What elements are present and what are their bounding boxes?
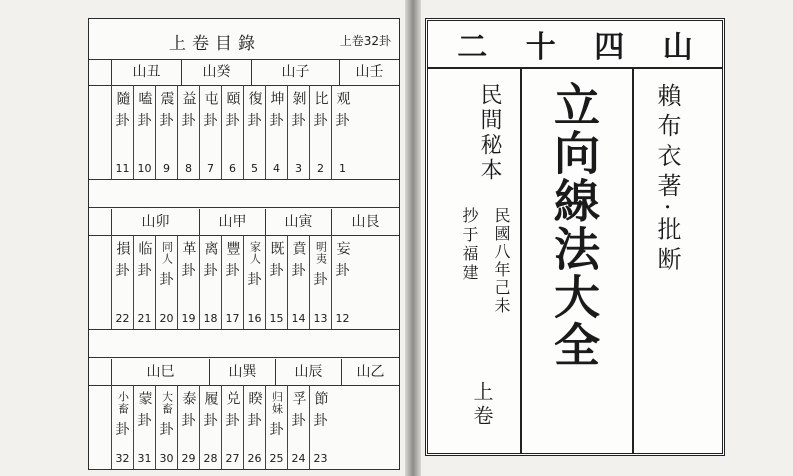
entry-gua: 卦 bbox=[225, 113, 240, 129]
toc-entry bbox=[265, 235, 287, 329]
entry-gua: 卦 bbox=[181, 113, 196, 129]
entry-gua: 卦 bbox=[159, 422, 174, 438]
entry-number: 20 bbox=[159, 312, 174, 325]
section-header-row bbox=[89, 359, 399, 386]
entry-name: 頤 bbox=[224, 91, 241, 106]
toc-section-1 bbox=[89, 59, 399, 209]
entry-gua: 卦 bbox=[115, 422, 130, 438]
blank-row bbox=[89, 329, 399, 358]
entry-name: 观 bbox=[334, 91, 351, 106]
entry-name: 剝 bbox=[290, 91, 307, 106]
entry-number: 23 bbox=[313, 452, 328, 465]
entry-name: 大畜 bbox=[160, 391, 174, 415]
entry-gua: 卦 bbox=[313, 113, 328, 129]
toc-entry bbox=[243, 85, 265, 179]
entry-gua: 卦 bbox=[203, 113, 218, 129]
entry-name: 履 bbox=[202, 391, 219, 406]
entry-number: 9 bbox=[163, 162, 170, 175]
section-body bbox=[89, 85, 399, 180]
entry-name: 嗑 bbox=[136, 91, 153, 106]
entry-number: 31 bbox=[137, 452, 152, 465]
entry-number: 28 bbox=[203, 452, 218, 465]
banner-char: 山 bbox=[662, 30, 693, 65]
entry-number: 15 bbox=[269, 312, 284, 325]
banner-char: 四 bbox=[594, 30, 625, 65]
toc-section-2 bbox=[89, 209, 399, 359]
toc-entry bbox=[287, 85, 309, 179]
entry-number: 10 bbox=[137, 162, 152, 175]
entry-gua: 卦 bbox=[203, 263, 218, 279]
toc-entry bbox=[111, 235, 133, 329]
entry-name: 節 bbox=[312, 391, 329, 406]
entry-number: 8 bbox=[185, 162, 192, 175]
entry-name: 同人 bbox=[160, 241, 174, 265]
toc-entry bbox=[111, 385, 133, 469]
entry-gua: 卦 bbox=[137, 263, 152, 279]
section-header-row bbox=[89, 59, 399, 86]
entry-name: 震 bbox=[158, 91, 175, 106]
toc-entry bbox=[199, 235, 221, 329]
section-body bbox=[89, 235, 399, 330]
copy-origin: 抄于福建 bbox=[460, 207, 479, 283]
section-header: 山壬 bbox=[339, 59, 399, 85]
entry-number: 11 bbox=[115, 162, 130, 175]
entry-number: 6 bbox=[229, 162, 236, 175]
toc-entry bbox=[309, 235, 331, 329]
section-header: 山癸 bbox=[181, 59, 251, 85]
toc-entry bbox=[265, 385, 287, 469]
entry-name: 临 bbox=[136, 241, 153, 256]
entry-name: 归妹 bbox=[270, 391, 284, 415]
entry-number: 30 bbox=[159, 452, 174, 465]
volume-label: 上卷 bbox=[470, 381, 494, 429]
entry-name: 革 bbox=[180, 241, 197, 256]
section-body bbox=[89, 385, 399, 470]
entry-name: 家人 bbox=[248, 241, 262, 265]
toc-entry bbox=[199, 85, 221, 179]
entry-name: 屯 bbox=[202, 91, 219, 106]
toc-entry bbox=[221, 385, 243, 469]
entry-name: 蒙 bbox=[136, 391, 153, 406]
entry-number: 32 bbox=[115, 452, 130, 465]
entry-number: 12 bbox=[335, 312, 350, 325]
entry-gua: 卦 bbox=[269, 113, 284, 129]
entry-name: 隨 bbox=[114, 91, 131, 106]
section-header: 山子 bbox=[251, 59, 339, 85]
toc-entry bbox=[309, 385, 331, 469]
title-banner bbox=[428, 21, 722, 69]
entry-number: 14 bbox=[291, 312, 306, 325]
entry-gua: 卦 bbox=[225, 413, 240, 429]
toc-entry bbox=[199, 385, 221, 469]
toc-title: 上卷目錄 bbox=[169, 34, 261, 54]
entry-gua: 卦 bbox=[335, 113, 350, 129]
toc-entry bbox=[155, 385, 177, 469]
entry-number: 19 bbox=[181, 312, 196, 325]
entry-gua: 卦 bbox=[291, 263, 306, 279]
toc-entry bbox=[177, 85, 199, 179]
entry-name: 復 bbox=[246, 91, 263, 106]
entry-number: 26 bbox=[247, 452, 262, 465]
entry-name: 豐 bbox=[224, 241, 241, 256]
section-header: 山艮 bbox=[331, 209, 399, 235]
toc-count: 上卷32卦 bbox=[339, 34, 391, 48]
section-header: 山巽 bbox=[209, 359, 275, 385]
entry-number: 3 bbox=[295, 162, 302, 175]
entry-name: 賁 bbox=[290, 241, 307, 256]
toc-entry bbox=[331, 85, 353, 179]
entry-gua: 卦 bbox=[137, 113, 152, 129]
entry-number: 5 bbox=[251, 162, 258, 175]
toc-entry bbox=[243, 385, 265, 469]
toc-entry bbox=[133, 235, 155, 329]
section-header: 山巳 bbox=[111, 359, 209, 385]
toc-entry bbox=[177, 385, 199, 469]
entry-gua: 卦 bbox=[335, 263, 350, 279]
entry-gua: 卦 bbox=[291, 413, 306, 429]
entry-name: 兑 bbox=[224, 391, 241, 406]
secret-edition: 民間秘本 bbox=[477, 83, 502, 183]
section-header: 山辰 bbox=[275, 359, 341, 385]
entry-number: 17 bbox=[225, 312, 240, 325]
entry-gua: 卦 bbox=[181, 413, 196, 429]
entry-gua: 卦 bbox=[247, 272, 262, 288]
section-header: 山卯 bbox=[111, 209, 199, 235]
toc-entry bbox=[309, 85, 331, 179]
entry-name: 睽 bbox=[246, 391, 263, 406]
toc-section-3 bbox=[89, 359, 399, 471]
entry-name: 益 bbox=[180, 91, 197, 106]
entry-name: 坤 bbox=[268, 91, 285, 106]
entry-name: 既 bbox=[268, 241, 285, 256]
entry-name: 小畜 bbox=[116, 391, 130, 415]
toc-page bbox=[88, 18, 400, 470]
entry-name: 明夷 bbox=[314, 241, 328, 265]
toc-entry bbox=[155, 235, 177, 329]
entry-number: 27 bbox=[225, 452, 240, 465]
entry-gua: 卦 bbox=[269, 422, 284, 438]
entry-number: 18 bbox=[203, 312, 218, 325]
column-divider bbox=[632, 69, 634, 453]
entry-number: 7 bbox=[207, 162, 214, 175]
toc-entry bbox=[287, 235, 309, 329]
toc-entry bbox=[221, 235, 243, 329]
entry-name: 离 bbox=[202, 241, 219, 256]
title-page bbox=[425, 18, 725, 456]
entry-number: 2 bbox=[317, 162, 324, 175]
entry-number: 29 bbox=[181, 452, 196, 465]
section-header: 山寅 bbox=[265, 209, 331, 235]
book-gutter bbox=[405, 0, 421, 476]
entry-number: 21 bbox=[137, 312, 152, 325]
toc-entry bbox=[133, 85, 155, 179]
entry-gua: 卦 bbox=[313, 272, 328, 288]
entry-number: 1 bbox=[339, 162, 346, 175]
entry-name: 損 bbox=[114, 241, 131, 256]
toc-entry bbox=[133, 385, 155, 469]
entry-number: 16 bbox=[247, 312, 262, 325]
toc-entry bbox=[287, 385, 309, 469]
entry-name: 比 bbox=[312, 91, 329, 106]
entry-number: 24 bbox=[291, 452, 306, 465]
column-divider bbox=[520, 69, 522, 453]
section-header: 山乙 bbox=[341, 359, 399, 385]
blank-row bbox=[89, 179, 399, 208]
entry-name: 泰 bbox=[180, 391, 197, 406]
toc-entry bbox=[243, 235, 265, 329]
entry-number: 13 bbox=[313, 312, 328, 325]
section-header: 山甲 bbox=[199, 209, 265, 235]
banner-char: 二 bbox=[457, 30, 488, 65]
toc-entry bbox=[331, 235, 353, 329]
section-header-row bbox=[89, 209, 399, 236]
toc-entry bbox=[265, 85, 287, 179]
entry-gua: 卦 bbox=[137, 413, 152, 429]
entry-gua: 卦 bbox=[203, 413, 218, 429]
toc-entry bbox=[155, 85, 177, 179]
toc-entry bbox=[177, 235, 199, 329]
section-header: 山丑 bbox=[111, 59, 181, 85]
entry-gua: 卦 bbox=[247, 113, 262, 129]
entry-gua: 卦 bbox=[115, 263, 130, 279]
entry-gua: 卦 bbox=[291, 113, 306, 129]
entry-number: 25 bbox=[269, 452, 284, 465]
author: 賴布衣著·批断 bbox=[653, 83, 681, 277]
entry-name: 妄 bbox=[334, 241, 351, 256]
entry-gua: 卦 bbox=[159, 113, 174, 129]
banner-char: 十 bbox=[525, 30, 556, 65]
date-line: 民國八年己未 bbox=[492, 207, 511, 315]
entry-gua: 卦 bbox=[269, 263, 284, 279]
entry-gua: 卦 bbox=[247, 413, 262, 429]
toc-entry bbox=[221, 85, 243, 179]
toc-entry bbox=[111, 85, 133, 179]
entry-gua: 卦 bbox=[115, 113, 130, 129]
entry-gua: 卦 bbox=[159, 272, 174, 288]
toc-header bbox=[89, 19, 399, 60]
entry-gua: 卦 bbox=[181, 263, 196, 279]
entry-number: 4 bbox=[273, 162, 280, 175]
entry-number: 22 bbox=[115, 312, 130, 325]
entry-name: 孚 bbox=[290, 391, 307, 406]
book-title: 立向線法大全 bbox=[547, 81, 601, 369]
entry-gua: 卦 bbox=[225, 263, 240, 279]
entry-gua: 卦 bbox=[313, 413, 328, 429]
